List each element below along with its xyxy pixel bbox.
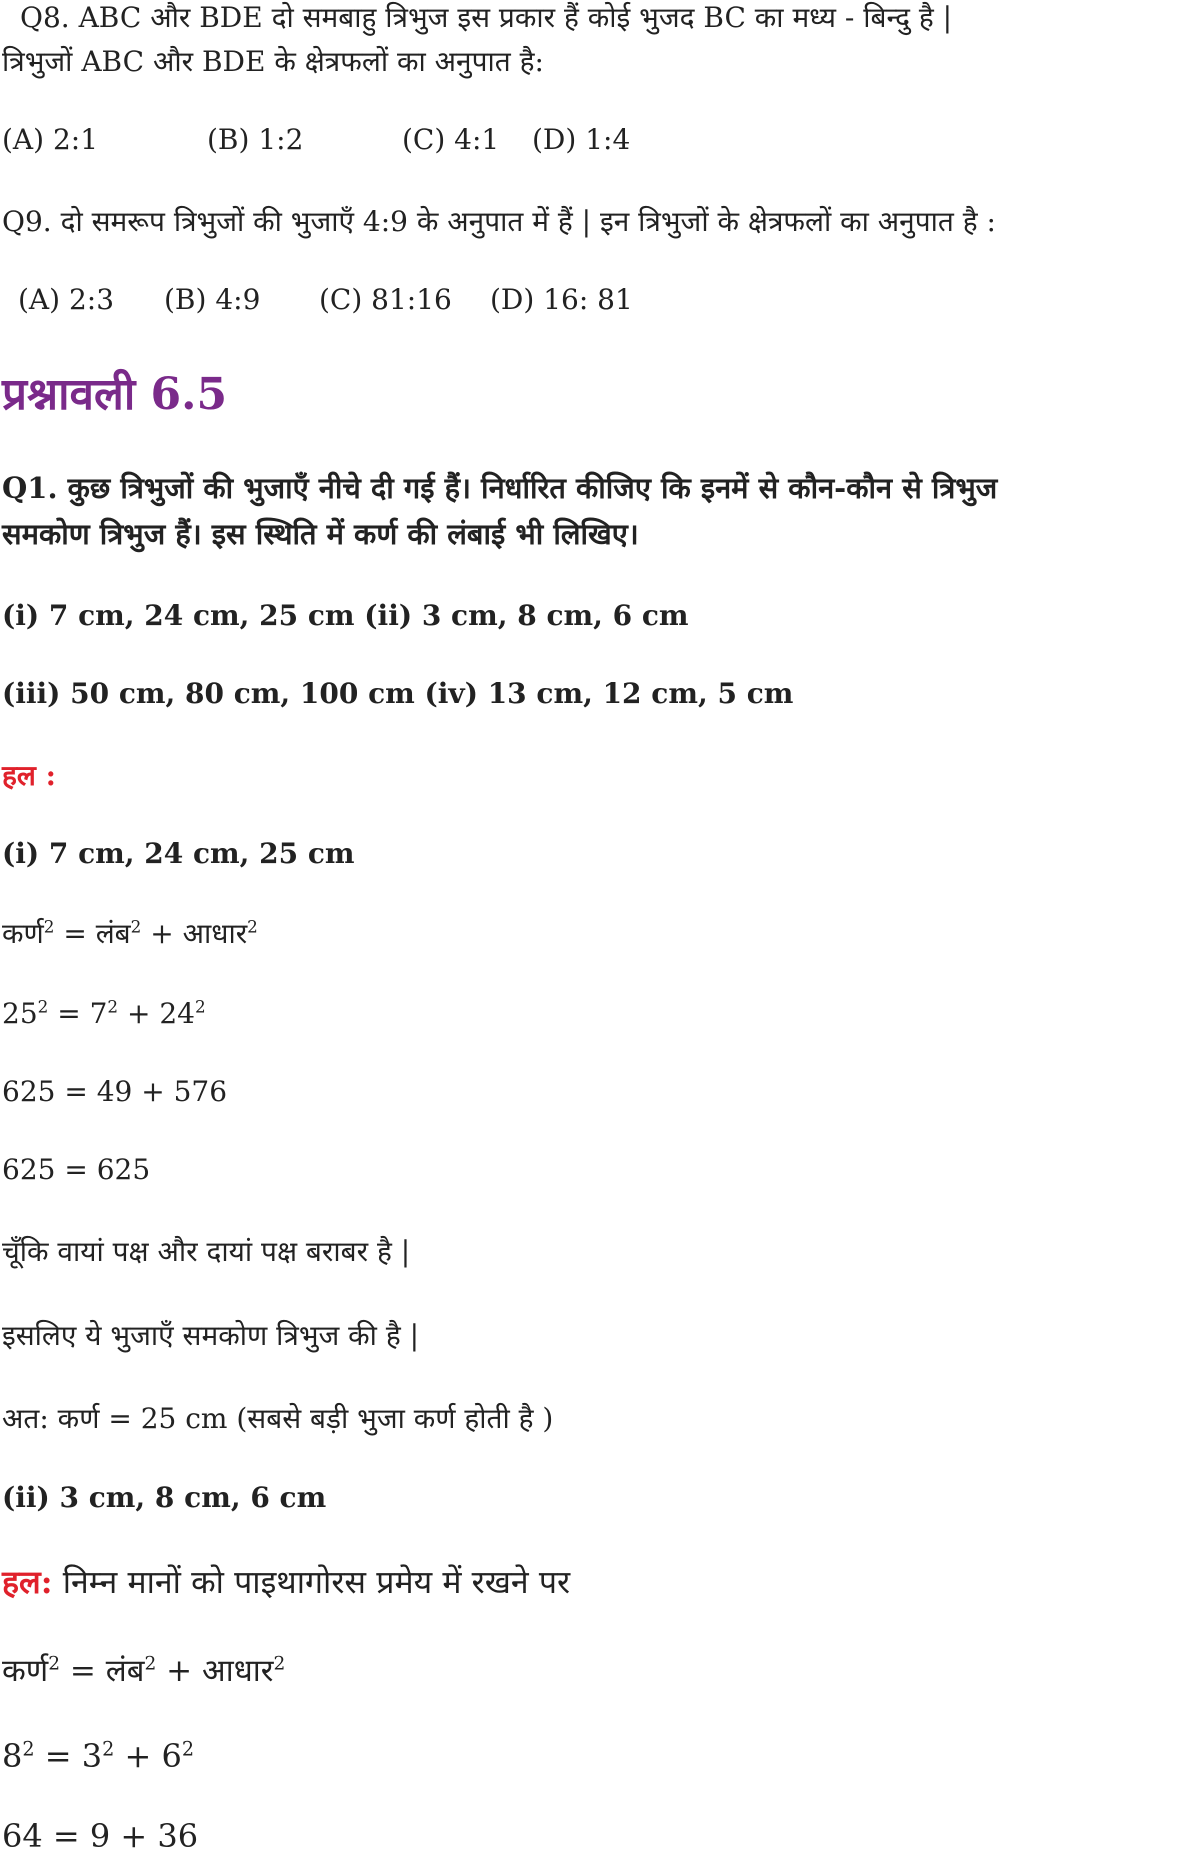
q1-line-1: Q1. कुछ त्रिभुजों की भुजाएँ नीचे दी गई हैं। निर्धारित कीजिए कि इनमें से कौन-कौन से त्रिभुज — [2, 471, 998, 505]
q9-line-1: Q9. दो समरूप त्रिभुजों की भुजाएँ 4:9 के अनुपात में हैं | इन त्रिभुजों के क्षेत्रफलों का अनुपात है : — [2, 205, 996, 238]
formula-perpendicular: = लंब — [54, 917, 131, 950]
equation-5: 64 = 9 + 36 — [2, 1817, 199, 1855]
pythagoras-formula — [2, 918, 258, 950]
q9-option-b: (B) 4:9 — [164, 283, 261, 316]
exponent: 2 — [144, 1653, 157, 1675]
q8-line-1: Q8. ABC और BDE दो समबाहु त्रिभुज इस प्रकार हैं कोई भुजद BC का मध्य - बिन्दु है | — [20, 1, 953, 34]
exponent: 2 — [48, 1653, 61, 1675]
solution-label: हल : — [2, 759, 56, 792]
q1-parts-line-2: (iii) 50 cm, 80 cm, 100 cm (iv) 13 cm, 12 cm, 5 cm — [2, 677, 794, 710]
q9-option-c: (C) 81:16 — [319, 283, 452, 316]
pythagoras-formula-2 — [2, 1654, 285, 1690]
exponent: 2 — [43, 916, 55, 937]
formula2-hypotenuse: कर्ण — [2, 1653, 49, 1689]
q8-line-2: त्रिभुजों ABC और BDE के क्षेत्रफलों का अनुपात है: — [2, 45, 544, 78]
q1-parts-line-1: (i) 7 cm, 24 cm, 25 cm (ii) 3 cm, 8 cm, 6 cm — [2, 599, 689, 632]
q8-option-a: (A) 2:1 — [2, 123, 99, 156]
part-2-heading: (ii) 3 cm, 8 cm, 6 cm — [2, 1481, 327, 1514]
q8-option-d: (D) 1:4 — [532, 123, 631, 156]
equation-4 — [2, 1738, 194, 1775]
q9-option-a: (A) 2:3 — [18, 283, 115, 316]
solution-2-text: निम्न मानों को पाइथागोरस प्रमेय में रखने पर — [52, 1563, 571, 1601]
exponent: 2 — [37, 996, 49, 1017]
eq4-term-3: + 6 — [114, 1737, 182, 1775]
exponent: 2 — [107, 996, 119, 1017]
exponent: 2 — [22, 1737, 35, 1761]
formula-base: + आधार — [141, 917, 248, 950]
exponent: 2 — [181, 1737, 195, 1761]
formula-hypotenuse: कर्ण — [2, 917, 44, 950]
exercise-heading: प्रश्नावली 6.5 — [2, 369, 228, 420]
q9-options — [18, 284, 633, 316]
note-2: इसलिए ये भुजाएँ समकोण त्रिभुज की है | — [2, 1319, 420, 1352]
formula2-perpendicular: = लंब — [60, 1653, 145, 1689]
q1-line-2: समकोण त्रिभुज हैं। इस स्थिति में कर्ण की लंबाई भी लिखिए। — [2, 517, 639, 551]
note-3: अत: कर्ण = 25 cm (सबसे बड़ी भुजा कर्ण होती है ) — [2, 1402, 554, 1435]
q8-option-c: (C) 4:1 — [402, 123, 500, 156]
part-1-heading: (i) 7 cm, 24 cm, 25 cm — [2, 837, 355, 870]
eq1-term-1: 25 — [2, 997, 38, 1030]
eq1-term-3: + 24 — [118, 997, 195, 1030]
exponent: 2 — [130, 916, 142, 937]
solution-2-label: हल: — [2, 1563, 53, 1601]
q8-options — [2, 124, 630, 156]
q8-option-b: (B) 1:2 — [207, 123, 304, 156]
formula2-base: + आधार — [156, 1653, 274, 1689]
note-1: चूँकि वायां पक्ष और दायां पक्ष बराबर है | — [2, 1235, 411, 1268]
exponent: 2 — [247, 916, 258, 937]
eq4-term-2: = 3 — [34, 1737, 103, 1775]
exponent: 2 — [102, 1737, 115, 1761]
equation-3: 625 = 625 — [2, 1153, 151, 1186]
equation-1 — [2, 998, 206, 1030]
equation-2: 625 = 49 + 576 — [2, 1075, 228, 1108]
q9-option-d: (D) 16: 81 — [490, 283, 633, 316]
exponent: 2 — [273, 1653, 286, 1675]
exponent: 2 — [194, 996, 206, 1017]
eq1-term-2: = 7 — [48, 997, 108, 1030]
solution-2-intro — [2, 1564, 570, 1601]
eq4-term-1: 8 — [2, 1737, 23, 1775]
